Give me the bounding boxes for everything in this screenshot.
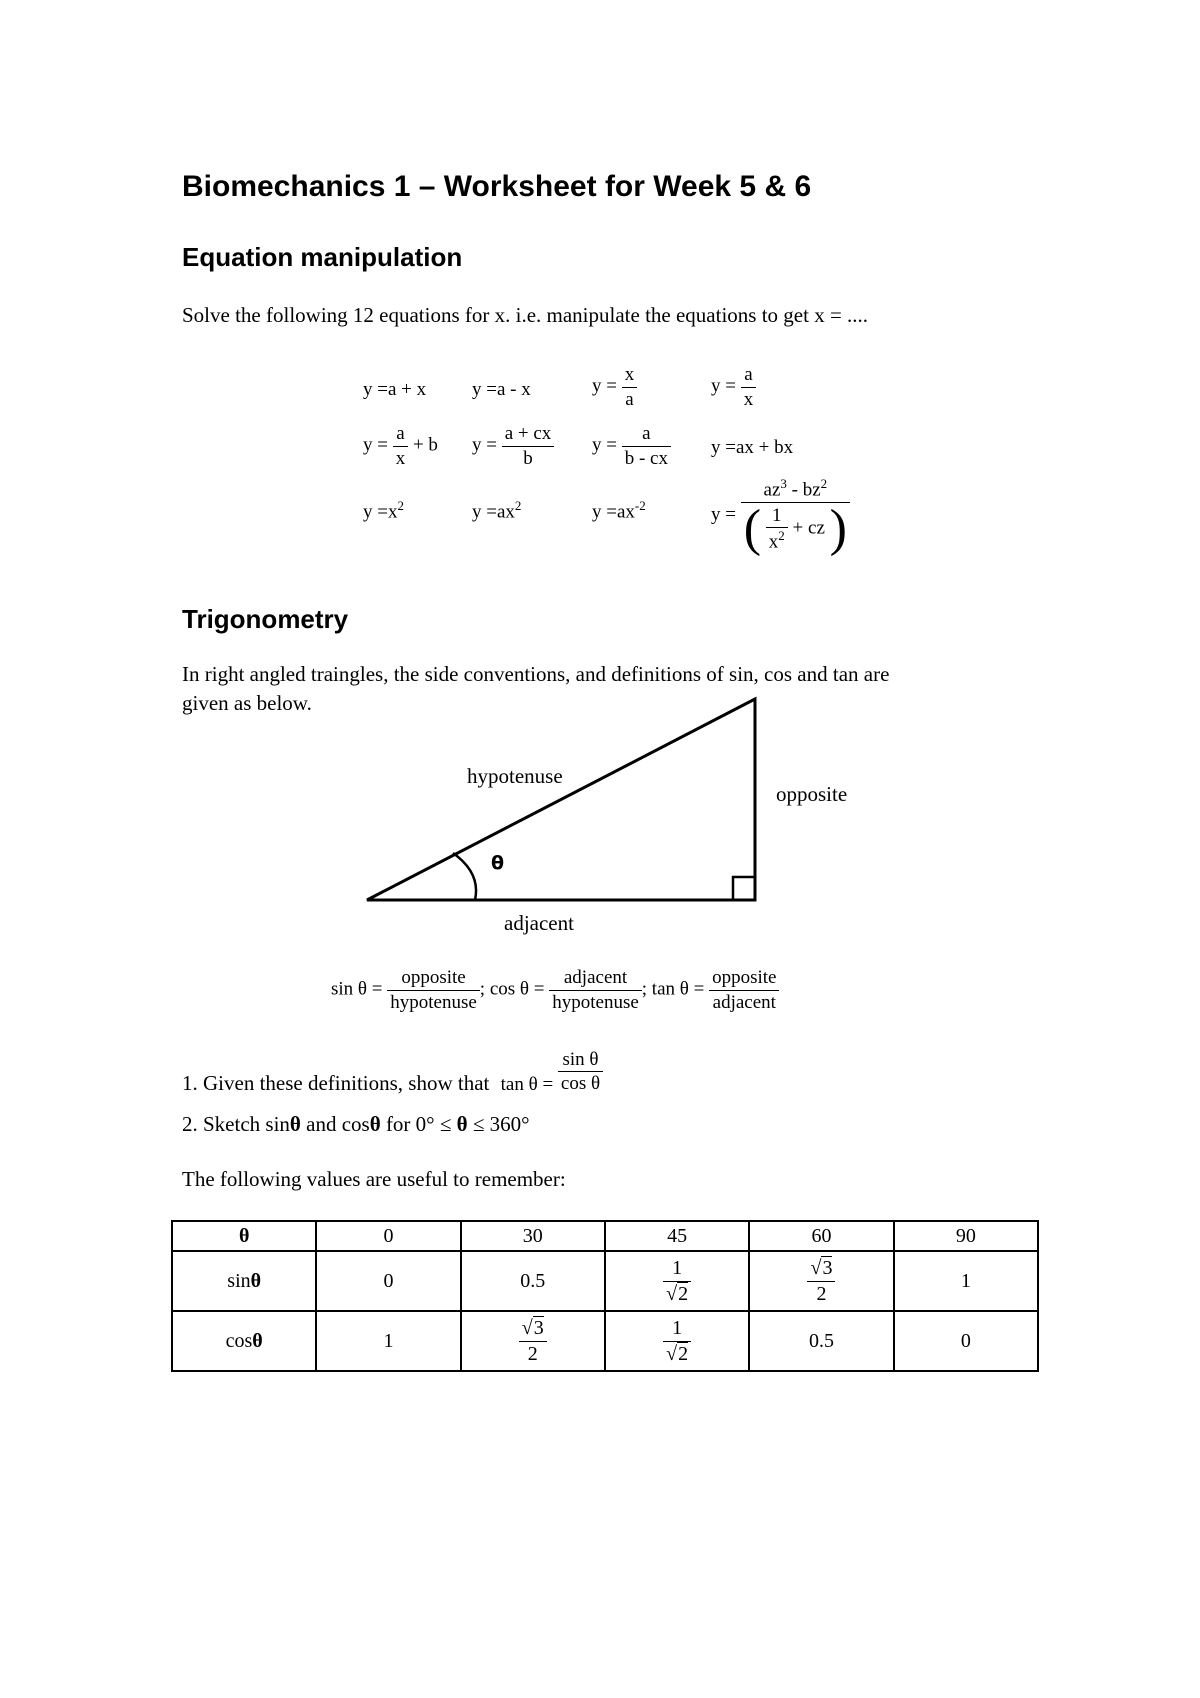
- page-title: Biomechanics 1 – Worksheet for Week 5 & 6: [182, 170, 812, 203]
- equation-4: y = $\frac{a}{x}$: [711, 363, 756, 412]
- cos-60: 0.5: [749, 1311, 893, 1371]
- table-row-cos: [172, 1311, 1038, 1371]
- equation-5: y = $\frac{a}{x}$ + b: [363, 423, 438, 469]
- cos-30: $\frac{√3}{2}$: [461, 1311, 605, 1371]
- question-2: 2. Sketch sinθ and cosθ for 0° ≤ θ ≤ 360°: [182, 1112, 530, 1136]
- sin-30: 0.5: [461, 1251, 605, 1311]
- right-angle-marker: [733, 877, 755, 900]
- equation-2: y =a - x: [472, 379, 531, 400]
- label-hypotenuse: hypotenuse: [467, 764, 563, 788]
- label-theta: θ: [491, 852, 505, 874]
- sin-45: $\frac{1}{√2}$: [605, 1251, 749, 1311]
- cos-45: $\frac{1}{√2}$: [605, 1311, 749, 1371]
- instruction-text: Solve the following 12 equations for x. i.e. manipulate the equations to get x = ....: [182, 303, 869, 327]
- sin-0: 0: [316, 1251, 460, 1311]
- angle-60: 60: [749, 1221, 893, 1251]
- triangle-outline: [367, 699, 755, 900]
- trig-intro-line1: In right angled traingles, the side conventions, and definitions of sin, cos and tan are: [182, 662, 890, 686]
- equation-9: $y =x^2$: [363, 498, 404, 523]
- angle-0: 0: [316, 1221, 460, 1251]
- useful-values-text: The following values are useful to remember:: [182, 1167, 566, 1191]
- question-1: 1. Given these definitions, show that tan θ = $\frac{\text{sin θ}}{\text{cos θ}}$: [182, 1071, 603, 1096]
- trig-definitions: sin θ = $\frac{\text{opposite}}{\text{hypotenuse}}$ ; cos θ = $\frac{\text{adjacent}}{\text{hypotenuse}}$ ; tan θ = $\frac{\text{opposite}}{\text{adjacent}}$: [331, 966, 779, 1015]
- trig-values-table: [171, 1220, 1039, 1372]
- label-adjacent: adjacent: [504, 911, 574, 935]
- equation-12: y = $az^3 - bz^2$ ( $\frac{1}{x^2}$ + cz ): [711, 476, 850, 555]
- angle-30: 30: [461, 1221, 605, 1251]
- equation-6: y = $\frac{a + cx}{b}$: [472, 422, 554, 471]
- equation-8: y =ax + bx: [711, 437, 794, 458]
- heading-trigonometry: Trigonometry: [182, 604, 349, 634]
- angle-45: 45: [605, 1221, 749, 1251]
- angle-90: 90: [894, 1221, 1038, 1251]
- trig-intro-line2: given as below.: [182, 691, 312, 715]
- row-label-cos: cosθ: [172, 1311, 316, 1371]
- cos-90: 0: [894, 1311, 1038, 1371]
- sin-60: $\frac{√3}{2}$: [749, 1251, 893, 1311]
- equation-11: $y =ax^{-2}$: [592, 498, 646, 523]
- row-label-sin: sinθ: [172, 1251, 316, 1311]
- heading-equation-manipulation: Equation manipulation: [182, 242, 463, 272]
- equation-7: y = $\frac{a}{b - cx}$: [592, 422, 671, 471]
- header-theta: θ: [172, 1221, 316, 1251]
- angle-arc: [453, 853, 476, 900]
- table-row-angles: [172, 1221, 1038, 1251]
- label-opposite: opposite: [776, 782, 848, 806]
- table-row-sin: [172, 1251, 1038, 1311]
- equation-3: y = $\frac{x}{a}$: [592, 363, 637, 412]
- equation-10: $y =ax^2$: [472, 498, 522, 523]
- sin-90: 1: [894, 1251, 1038, 1311]
- equation-1: y =a + x: [363, 379, 427, 400]
- cos-0: 1: [316, 1311, 460, 1371]
